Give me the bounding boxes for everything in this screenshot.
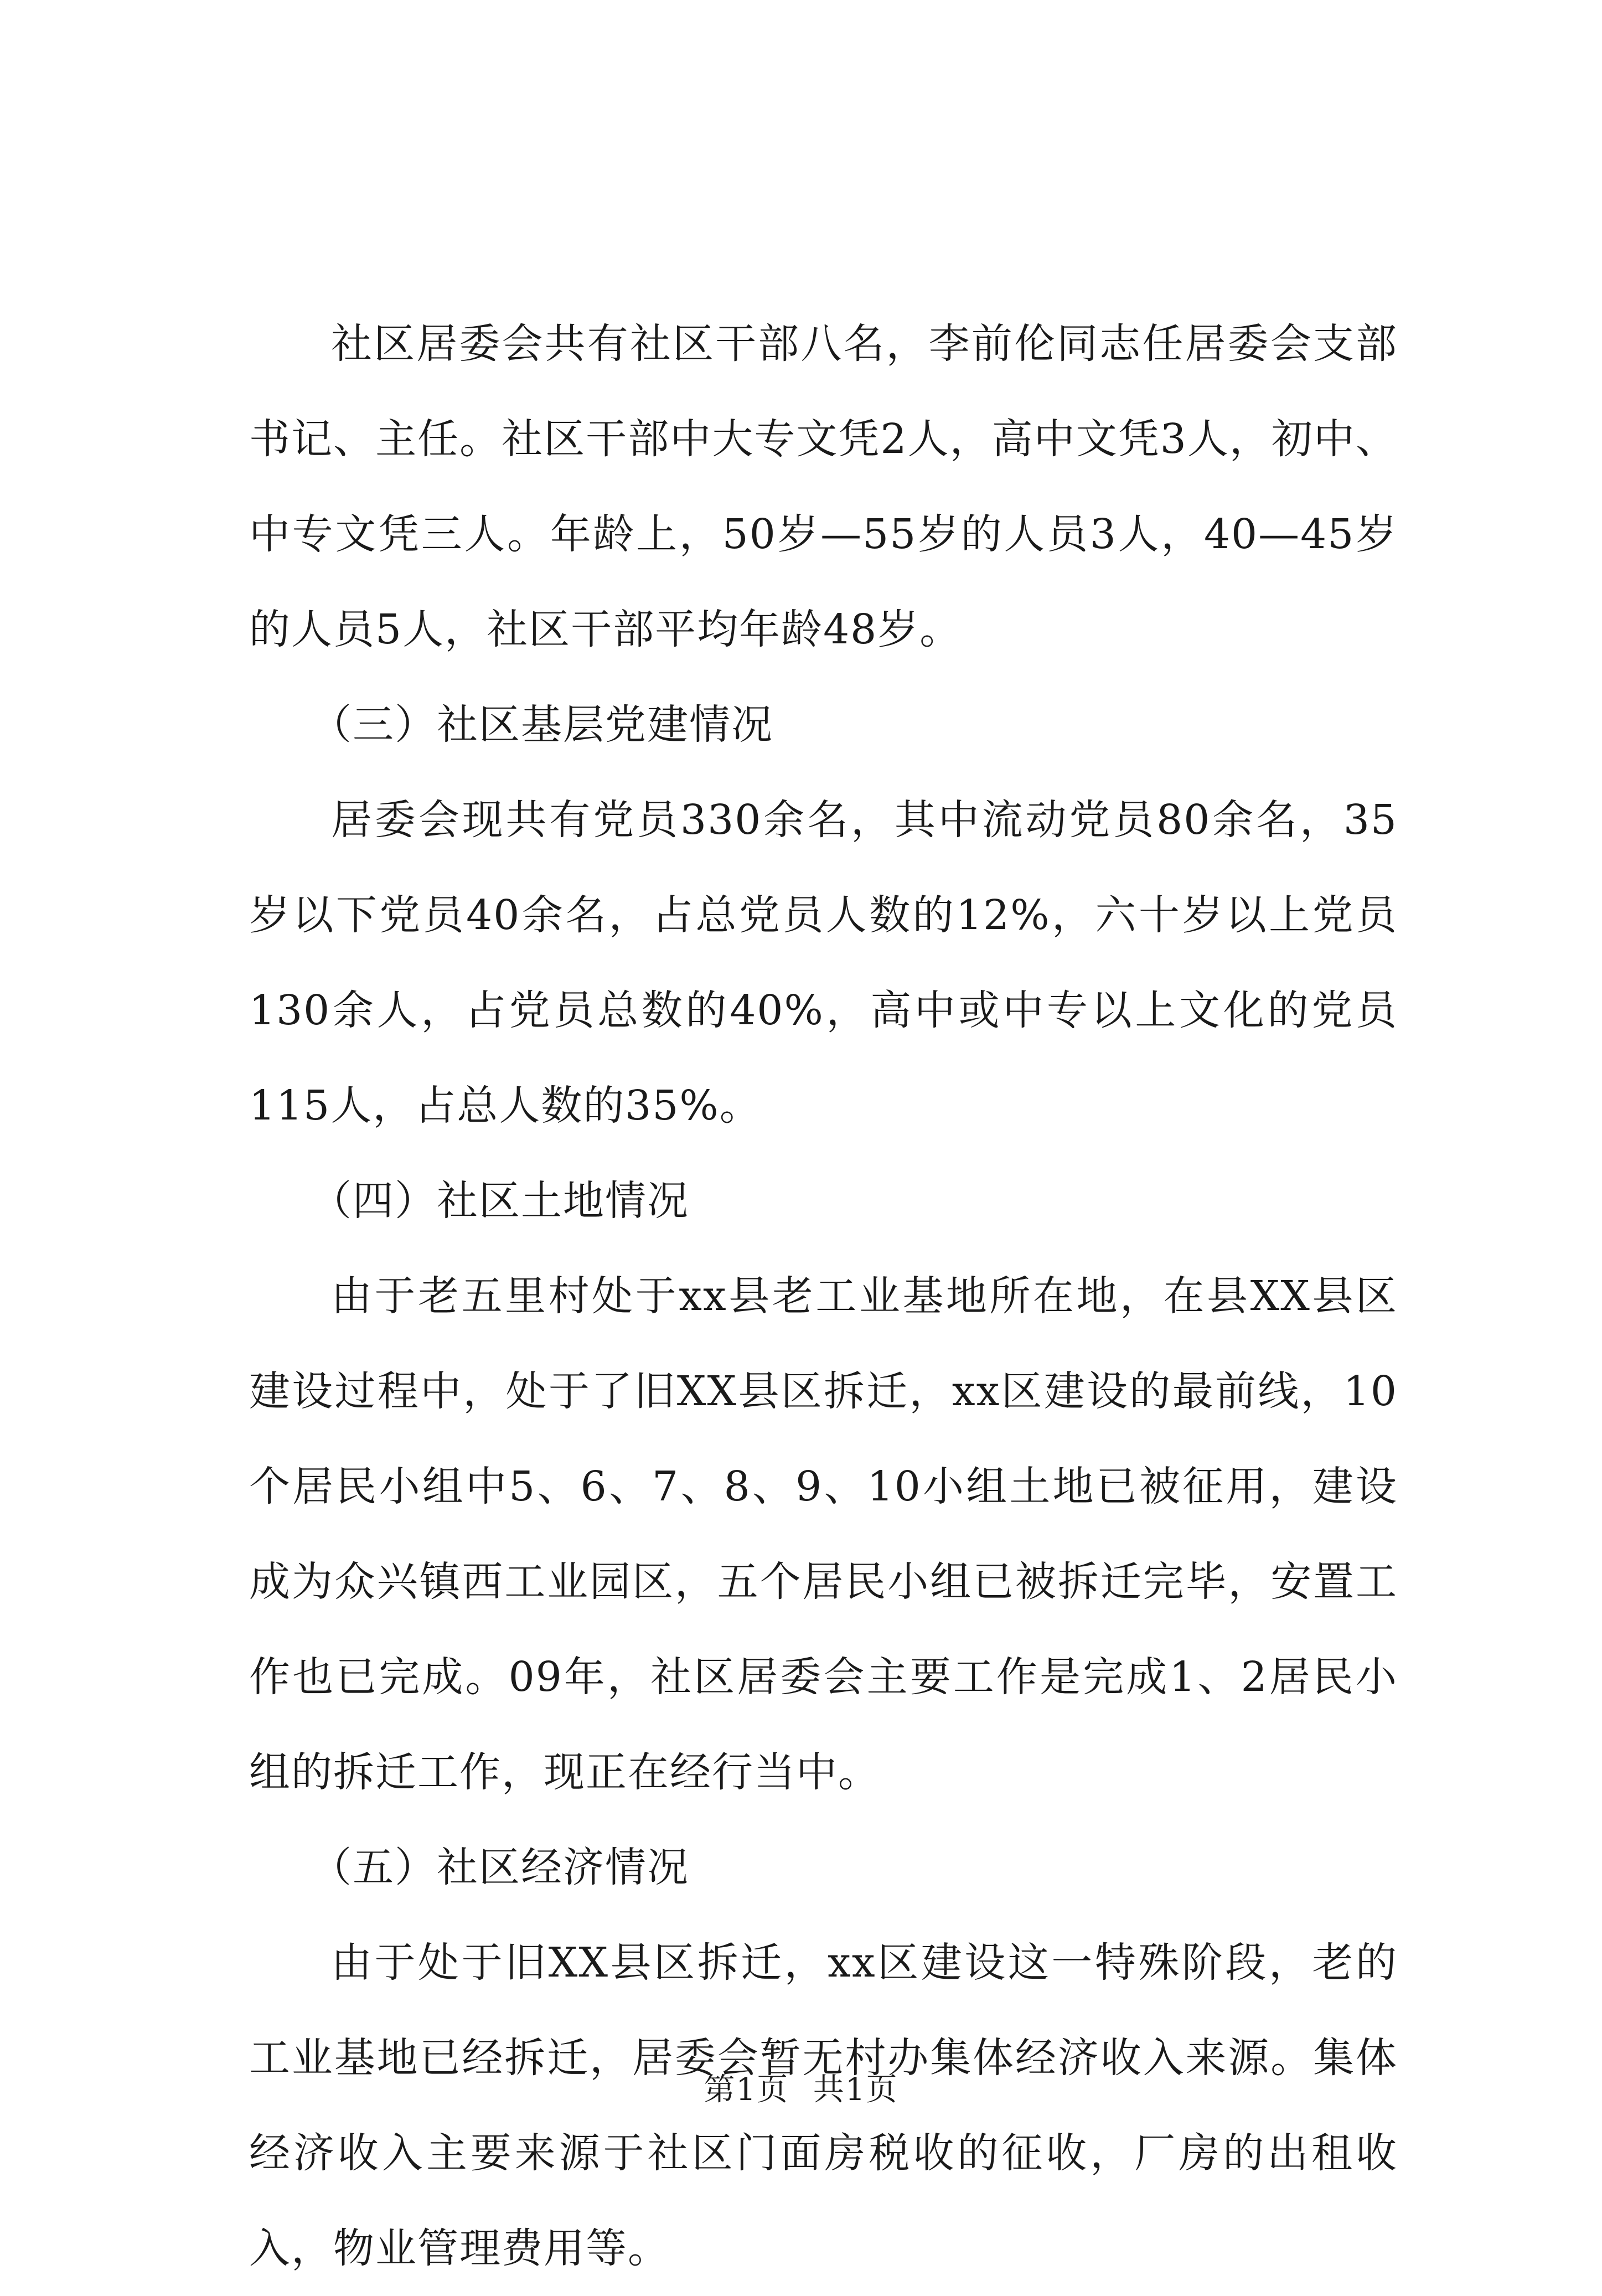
paragraph-party-members: 居委会现共有党员330余名，其中流动党员80余名，35岁以下党员40余名，占总党员人数的12%，六十岁以上党员130余人，占党员总数的40%，高中或中专以上文化的党员115人，占总人数的35%。 [249, 796, 1398, 1129]
page-footer [0, 2071, 1602, 2109]
section-heading-land: （四）社区土地情况 [311, 1177, 689, 1225]
paragraph-land: 由于老五里村处于xx县老工业基地所在地，在县XX县区建设过程中，处于了旧XX县区拆迁，xx区建设的最前线，10个居民小组中5、6、7、8、9、10小组土地已被征用，建设成为众兴镇西工业园区，五个居民小组已被拆迁完毕，安置工作也已完成。09年，社区居委会主要工作是完成1、2居民小组的拆迁工作，现正在经行当中。 [249, 1272, 1398, 1796]
page-number: 第1页 [704, 2072, 789, 2108]
section-heading-economy: （五）社区经济情况 [311, 1844, 689, 1891]
document-body [249, 296, 1398, 2296]
page-total: 共1页 [813, 2072, 898, 2108]
section-heading-party-building: （三）社区基层党建情况 [311, 701, 773, 749]
paragraph-economy: 由于处于旧XX县区拆迁，xx区建设这一特殊阶段，老的工业基地已经拆迁，居委会暂无村办集体经济收入来源。集体经济收入主要来源于社区门面房税收的征收，厂房的出租收入，物业管理费用等。 [249, 1939, 1398, 2272]
paragraph-cadres: 社区居委会共有社区干部八名，李前伦同志任居委会支部书记、主任。社区干部中大专文凭2人，高中文凭3人，初中、中专文凭三人。年龄上，50岁—55岁的人员3人，40—45岁的人员5人，社区干部平均年龄48岁。 [249, 320, 1398, 653]
